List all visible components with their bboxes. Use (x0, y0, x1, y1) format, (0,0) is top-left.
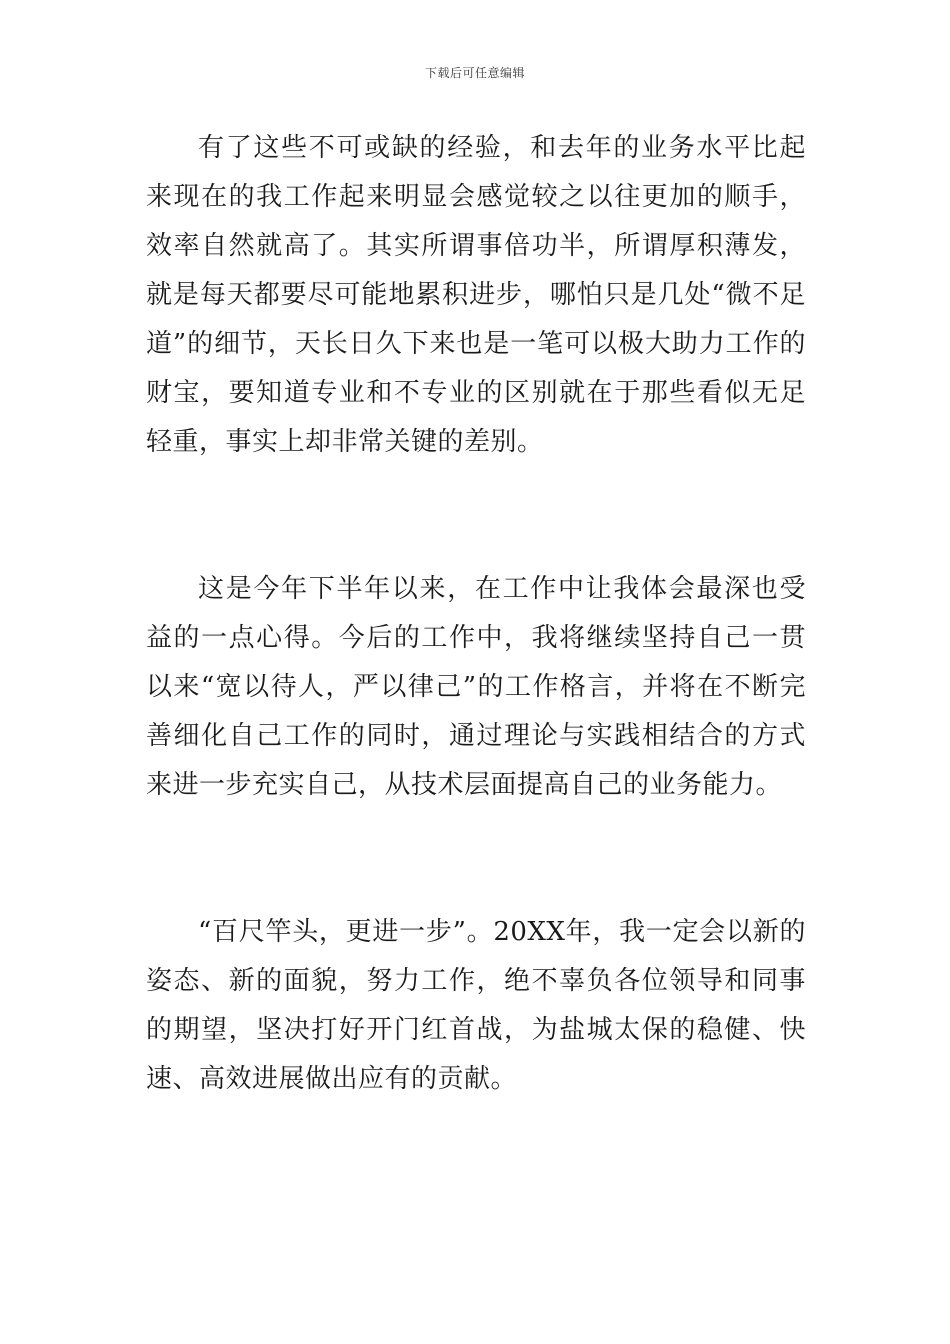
paragraph-reflection: 这是今年下半年以来，在工作中让我体会最深也受益的一点心得。今后的工作中，我将继续坚持自己一贯以来“宽以待人，严以律己”的工作格言，并将在不断完善细化自己工作的同时，通过理论与实践相结合的方式来进一步充实自己，从技术层面提高自己的业务能力。 (146, 574, 806, 800)
paragraph-experience: 有了这些不可或缺的经验，和去年的业务水平比起来现在的我工作起来明显会感觉较之以往更加的顺手，效率自然就高了。其实所谓事倍功半，所谓厚积薄发，就是每天都要尽可能地累积进步，哪怕只是几处“微不足道”的细节，天长日久下来也是一笔可以极大助力工作的财宝，要知道专业和不专业的区别就在于那些看似无足轻重，事实上却非常关键的差别。 (146, 133, 806, 457)
paragraph-commitment: “百尺竿头，更进一步”。20XX年，我一定会以新的姿态、新的面貌，努力工作，绝不辜负各位领导和同事的期望，坚决打好开门红首战，为盐城太保的稳健、快速、高效进展做出应有的贡献。 (146, 917, 806, 1094)
document-body (146, 124, 806, 1104)
page-header-note: 下载后可任意编辑 (424, 66, 525, 80)
